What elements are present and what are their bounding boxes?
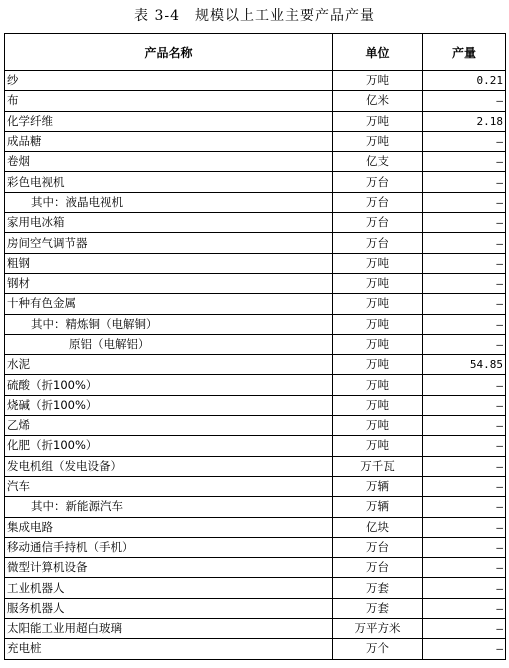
unit-cell: 万吨 [333, 375, 423, 395]
output-value-cell: – [423, 294, 506, 314]
product-name-cell: 彩色电视机 [5, 172, 333, 192]
table-row [5, 436, 506, 456]
product-name-cell: 乙烯 [5, 416, 333, 436]
product-name-cell: 微型计算机设备 [5, 558, 333, 578]
output-value-cell: – [423, 416, 506, 436]
product-name-cell: 水泥 [5, 355, 333, 375]
product-name-cell: 纱 [5, 71, 333, 91]
production-table [4, 33, 506, 660]
table-row [5, 476, 506, 496]
table-row [5, 375, 506, 395]
unit-cell: 万吨 [333, 436, 423, 456]
product-name-cell: 发电机组（发电设备） [5, 456, 333, 476]
output-value-cell: – [423, 172, 506, 192]
product-name-cell: 太阳能工业用超白玻璃 [5, 619, 333, 639]
output-value-cell: 2.18 [423, 111, 506, 131]
output-value-cell: – [423, 639, 506, 659]
output-value-cell: – [423, 213, 506, 233]
table-row [5, 578, 506, 598]
unit-cell: 亿支 [333, 152, 423, 172]
table-row [5, 395, 506, 415]
table-row [5, 213, 506, 233]
product-name-cell: 化肥（折100%） [5, 436, 333, 456]
output-value-cell: – [423, 334, 506, 354]
table-body [5, 71, 506, 660]
unit-cell: 万吨 [333, 334, 423, 354]
product-name-cell: 原铝（电解铝） [5, 334, 333, 354]
table-row [5, 537, 506, 557]
table-row [5, 416, 506, 436]
table-header-row [5, 34, 506, 71]
product-name-cell: 其中：精炼铜（电解铜） [5, 314, 333, 334]
table-row [5, 558, 506, 578]
table-row [5, 456, 506, 476]
unit-cell: 万吨 [333, 131, 423, 151]
table-row [5, 192, 506, 212]
output-value-cell: – [423, 497, 506, 517]
table-row [5, 334, 506, 354]
table-row [5, 517, 506, 537]
output-value-cell: – [423, 598, 506, 618]
output-value-cell: – [423, 456, 506, 476]
table-row [5, 111, 506, 131]
unit-cell: 万平方米 [333, 619, 423, 639]
output-value-cell: – [423, 619, 506, 639]
table-row [5, 172, 506, 192]
unit-cell: 亿米 [333, 91, 423, 111]
output-value-cell: – [423, 375, 506, 395]
table-row [5, 294, 506, 314]
unit-cell: 万吨 [333, 416, 423, 436]
product-name-cell: 布 [5, 91, 333, 111]
table-row [5, 233, 506, 253]
unit-cell: 万吨 [333, 253, 423, 273]
product-name-cell: 其中：新能源汽车 [5, 497, 333, 517]
output-value-cell: 0.21 [423, 71, 506, 91]
table-row [5, 71, 506, 91]
table-row [5, 598, 506, 618]
output-value-cell: – [423, 436, 506, 456]
output-value-cell: – [423, 91, 506, 111]
table-row [5, 91, 506, 111]
unit-cell: 万个 [333, 639, 423, 659]
header-unit: 单位 [333, 34, 423, 71]
output-value-cell: – [423, 253, 506, 273]
output-value-cell: – [423, 558, 506, 578]
unit-cell: 万吨 [333, 314, 423, 334]
product-name-cell: 钢材 [5, 273, 333, 293]
product-name-cell: 硫酸（折100%） [5, 375, 333, 395]
output-value-cell: – [423, 517, 506, 537]
output-value-cell: – [423, 192, 506, 212]
product-name-cell: 集成电路 [5, 517, 333, 537]
table-row [5, 497, 506, 517]
product-name-cell: 十种有色金属 [5, 294, 333, 314]
product-name-cell: 化学纤维 [5, 111, 333, 131]
unit-cell: 万吨 [333, 111, 423, 131]
unit-cell: 万辆 [333, 497, 423, 517]
unit-cell: 万套 [333, 598, 423, 618]
table-row [5, 355, 506, 375]
product-name-cell: 粗钢 [5, 253, 333, 273]
table-row [5, 273, 506, 293]
table-row [5, 314, 506, 334]
product-name-cell: 成品糖 [5, 131, 333, 151]
unit-cell: 万台 [333, 558, 423, 578]
unit-cell: 万吨 [333, 294, 423, 314]
unit-cell: 万千瓦 [333, 456, 423, 476]
unit-cell: 万台 [333, 213, 423, 233]
unit-cell: 万台 [333, 172, 423, 192]
unit-cell: 万吨 [333, 395, 423, 415]
unit-cell: 万台 [333, 537, 423, 557]
unit-cell: 万套 [333, 578, 423, 598]
output-value-cell: 54.85 [423, 355, 506, 375]
unit-cell: 万辆 [333, 476, 423, 496]
output-value-cell: – [423, 395, 506, 415]
product-name-cell: 家用电冰箱 [5, 213, 333, 233]
unit-cell: 亿块 [333, 517, 423, 537]
output-value-cell: – [423, 152, 506, 172]
unit-cell: 万台 [333, 192, 423, 212]
product-name-cell: 充电桩 [5, 639, 333, 659]
product-name-cell: 汽车 [5, 476, 333, 496]
output-value-cell: – [423, 537, 506, 557]
product-name-cell: 房间空气调节器 [5, 233, 333, 253]
table-row [5, 152, 506, 172]
output-value-cell: – [423, 233, 506, 253]
table-row [5, 131, 506, 151]
table-row [5, 619, 506, 639]
product-name-cell: 卷烟 [5, 152, 333, 172]
output-value-cell: – [423, 314, 506, 334]
output-value-cell: – [423, 273, 506, 293]
product-name-cell: 服务机器人 [5, 598, 333, 618]
unit-cell: 万吨 [333, 273, 423, 293]
product-name-cell: 移动通信手持机（手机） [5, 537, 333, 557]
output-value-cell: – [423, 131, 506, 151]
output-value-cell: – [423, 578, 506, 598]
table-row [5, 253, 506, 273]
unit-cell: 万吨 [333, 355, 423, 375]
unit-cell: 万台 [333, 233, 423, 253]
output-value-cell: – [423, 476, 506, 496]
product-name-cell: 其中：液晶电视机 [5, 192, 333, 212]
unit-cell: 万吨 [333, 71, 423, 91]
table-row [5, 639, 506, 659]
header-output: 产量 [423, 34, 506, 71]
table-title: 表 3-4 规模以上工业主要产品产量 [134, 8, 375, 24]
product-name-cell: 工业机器人 [5, 578, 333, 598]
header-product-name: 产品名称 [5, 34, 333, 71]
product-name-cell: 烧碱（折100%） [5, 395, 333, 415]
